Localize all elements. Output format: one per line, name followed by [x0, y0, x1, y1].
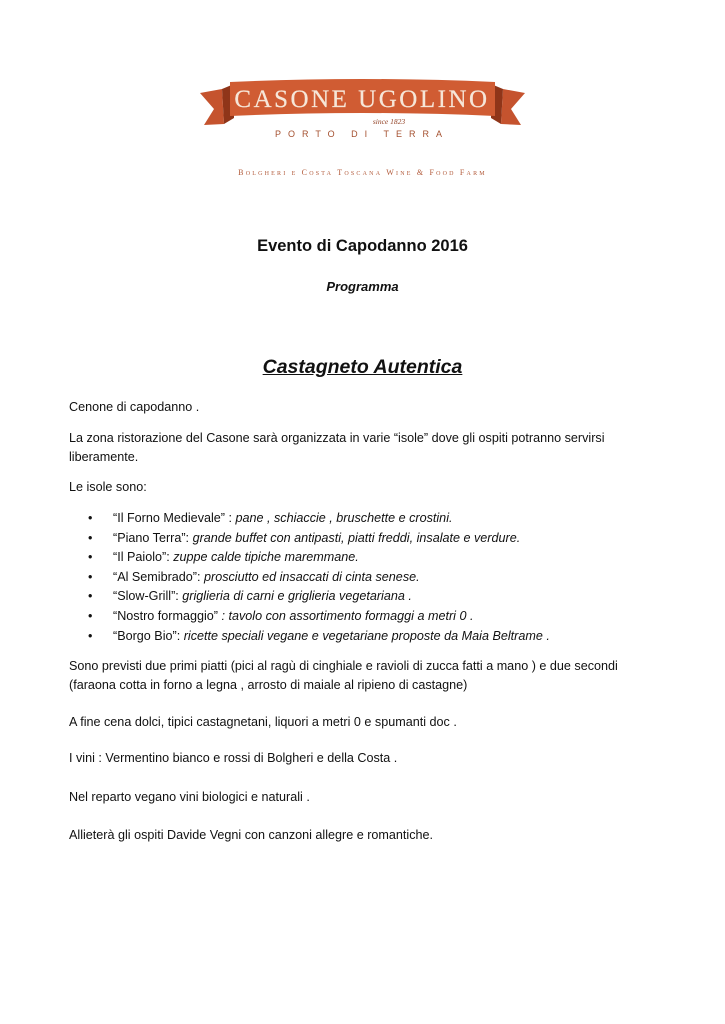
isola-name: “Il Paiolo”:	[113, 550, 174, 565]
list-item	[69, 509, 629, 529]
list-item	[69, 587, 629, 607]
isola-desc: pane , schiaccie , bruschette e crostini.	[235, 511, 453, 525]
bullet-icon: •	[88, 628, 93, 643]
isola-name: “Al Semibrado”:	[113, 569, 204, 584]
isola-name: “Piano Terra”:	[113, 530, 193, 545]
paragraph-vegano: Nel reparto vegano vini biologici e naturali .	[69, 790, 310, 804]
bullet-icon: •	[88, 569, 93, 584]
ribbon-right-tail	[501, 89, 525, 125]
isola-name: “Il Forno Medievale” :	[113, 511, 236, 525]
logo-subtitle: PORTO DI TERRA	[274, 129, 450, 139]
paragraph-dolci: A fine cena dolci, tipici castagnetani, liquori a metri 0 e spumanti doc .	[69, 715, 457, 729]
bullet-icon: •	[88, 530, 93, 545]
list-item	[69, 548, 629, 568]
bullet-icon: •	[88, 550, 93, 565]
isola-desc: prosciutto ed insaccati di cinta senese.	[204, 569, 420, 584]
event-title: Evento di Capodanno 2016	[257, 237, 468, 255]
bullet-icon: •	[88, 589, 93, 604]
paragraph-vini: I vini : Vermentino bianco e rossi di Bolgheri e della Costa .	[69, 751, 398, 765]
event-place: Castagneto Autentica	[262, 356, 463, 378]
paragraph-isole-intro: Le isole sono:	[69, 480, 147, 494]
event-subtitle: Programma	[326, 279, 399, 294]
isole-list	[69, 509, 629, 646]
bullet-icon: •	[88, 511, 93, 525]
tagline: Bolgheri e Costa Toscana Wine & Food Farm	[238, 168, 487, 177]
logo-since: since 1823	[372, 117, 406, 126]
logo-name: CASONE UGOLINO	[234, 86, 490, 113]
isola-desc: griglieria di carni e griglieria vegetariana .	[182, 589, 412, 604]
isola-desc: grande buffet con antipasti, piatti freddi, insalate e verdure.	[192, 530, 521, 545]
bullet-icon: •	[88, 608, 93, 623]
isola-desc: ricette speciali vegane e vegetariane proposte da Maia Beltrame .	[183, 628, 550, 643]
isola-desc: zuppe calde tipiche maremmane.	[173, 550, 359, 565]
paragraph-musica: Allieterà gli ospiti Davide Vegni con canzoni allegre e romantiche.	[69, 828, 434, 842]
isola-desc: : tavolo con assortimento formaggi a metri 0 .	[221, 608, 474, 623]
list-item	[69, 568, 629, 588]
list-item	[69, 529, 629, 549]
isola-name: “Slow-Grill”:	[113, 589, 183, 604]
paragraph-piatti: Sono previsti due primi piatti (pici al ragù di cinghiale e ravioli di zucca fatti a mano ) e due secondi (faraona cotta in forno a legna , arrosto di maiale al ripieno di castagne)	[69, 659, 618, 692]
list-item	[69, 607, 629, 627]
casone-ugolino-logo	[200, 78, 525, 148]
paragraph-zona-ristorazione: La zona ristorazione del Casone sarà organizzata in varie “isole” dove gli ospiti potranno servirsi liberamente.	[69, 431, 605, 464]
list-item	[69, 627, 629, 647]
ribbon-left-tail	[200, 89, 224, 125]
isola-name: “Borgo Bio”:	[113, 628, 184, 643]
paragraph-cenone: Cenone di capodanno .	[69, 400, 200, 414]
isola-name: “Nostro formaggio”	[113, 608, 222, 623]
